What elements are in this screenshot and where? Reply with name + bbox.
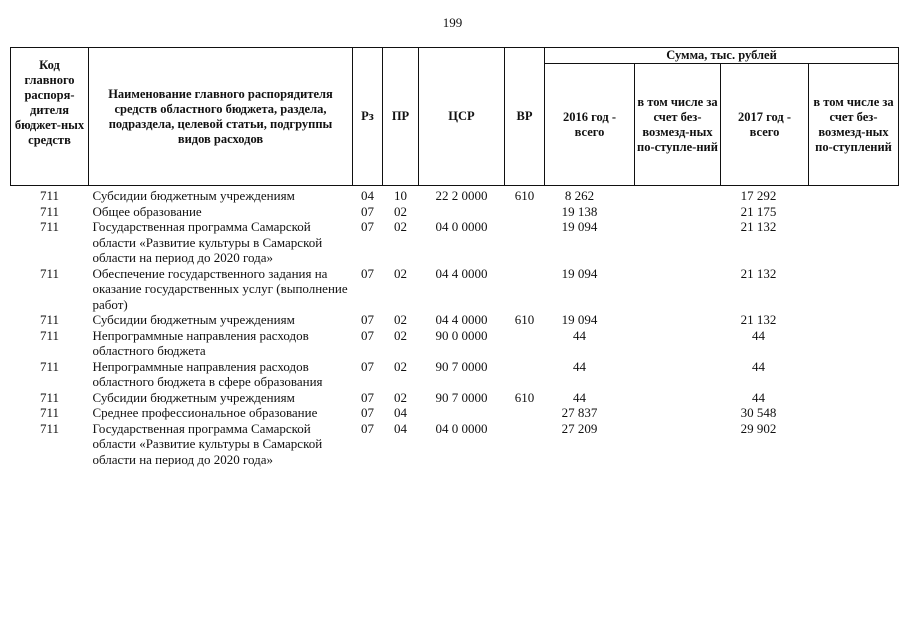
row-code: 711 bbox=[39, 405, 60, 420]
header-total-2016: 2016 год - всего bbox=[545, 64, 635, 186]
row-vr bbox=[505, 266, 545, 313]
row-total-2016: 27 209 bbox=[561, 420, 598, 436]
row-csr: 22 2 0000 bbox=[435, 188, 488, 203]
row-pr: 02 bbox=[394, 219, 407, 234]
table-row bbox=[11, 312, 899, 328]
row-csr: 04 0 0000 bbox=[435, 420, 488, 436]
row-grants-2017 bbox=[809, 204, 899, 220]
row-total-2016: 19 138 bbox=[561, 203, 598, 219]
row-grants-2017 bbox=[809, 312, 899, 328]
row-code: 711 bbox=[39, 265, 60, 281]
row-csr: 90 7 0000 bbox=[435, 358, 488, 374]
row-csr: 90 7 0000 bbox=[435, 389, 488, 405]
row-pr: 02 bbox=[394, 203, 407, 219]
row-total-2017: 17 292 bbox=[740, 188, 777, 203]
row-total-2017: 21 132 bbox=[740, 219, 777, 234]
row-vr bbox=[505, 405, 545, 421]
row-name: Непрограммные направления расходов областного бюджета в сфере образования bbox=[92, 358, 323, 389]
header-grants-2016: в том числе за счет без-возмезд-ных по-ступле-ний bbox=[635, 64, 721, 186]
row-vr: 610 bbox=[514, 389, 535, 405]
row-pr: 02 bbox=[394, 358, 407, 374]
row-vr bbox=[505, 328, 545, 359]
header-code: Код главного распоря-дителя бюджет-ных средств bbox=[11, 48, 89, 186]
table-row bbox=[11, 186, 899, 204]
row-grants-2016 bbox=[635, 186, 721, 204]
row-grants-2016 bbox=[635, 204, 721, 220]
row-grants-2017 bbox=[809, 421, 899, 468]
row-code: 711 bbox=[39, 312, 60, 327]
row-total-2017: 30 548 bbox=[740, 405, 777, 420]
row-pr: 04 bbox=[394, 420, 407, 436]
table-row bbox=[11, 390, 899, 406]
row-rz: 04 bbox=[361, 188, 374, 203]
row-grants-2016 bbox=[635, 390, 721, 406]
row-rz: 07 bbox=[361, 312, 374, 327]
row-grants-2017 bbox=[809, 219, 899, 266]
page-number: 199 bbox=[442, 15, 463, 30]
row-code: 711 bbox=[39, 420, 60, 436]
row-code: 711 bbox=[39, 188, 60, 203]
row-total-2017: 21 132 bbox=[740, 312, 777, 327]
row-total-2017: 44 bbox=[752, 389, 765, 405]
row-total-2016: 44 bbox=[573, 389, 586, 405]
row-grants-2016 bbox=[635, 312, 721, 328]
row-csr bbox=[419, 204, 505, 220]
row-csr: 90 0 0000 bbox=[435, 327, 488, 343]
table-row bbox=[11, 359, 899, 390]
header-sum: Сумма, тыс. рублей bbox=[545, 48, 899, 64]
row-vr bbox=[505, 421, 545, 468]
row-vr bbox=[505, 204, 545, 220]
row-total-2016: 19 094 bbox=[561, 312, 598, 327]
table-row bbox=[11, 219, 899, 266]
row-name: Субсидии бюджетным учреждениям bbox=[92, 188, 295, 203]
row-pr: 02 bbox=[394, 389, 407, 405]
row-pr: 02 bbox=[394, 327, 407, 343]
row-csr: 04 4 0000 bbox=[435, 312, 488, 327]
header-rz: Рз bbox=[353, 48, 383, 186]
row-grants-2017 bbox=[809, 266, 899, 313]
row-pr: 04 bbox=[394, 405, 407, 420]
row-grants-2016 bbox=[635, 359, 721, 390]
row-total-2016: 19 094 bbox=[561, 265, 598, 281]
row-rz: 07 bbox=[361, 203, 374, 219]
row-vr bbox=[505, 359, 545, 390]
row-vr: 610 bbox=[514, 188, 535, 203]
row-total-2017: 44 bbox=[752, 358, 765, 374]
row-csr: 04 0 0000 bbox=[435, 219, 488, 234]
row-name: Среднее профессиональное образование bbox=[92, 405, 318, 420]
row-grants-2016 bbox=[635, 328, 721, 359]
table-body bbox=[11, 186, 899, 468]
row-total-2017: 44 bbox=[752, 327, 765, 343]
table-row bbox=[11, 204, 899, 220]
row-name: Общее образование bbox=[92, 203, 202, 219]
row-rz: 07 bbox=[361, 389, 374, 405]
row-code: 711 bbox=[39, 358, 60, 374]
header-grants-2017: в том числе за счет без-возмезд-ных по-ступлений bbox=[809, 64, 899, 186]
header-csr: ЦСР bbox=[419, 48, 505, 186]
row-total-2016: 8 262 bbox=[564, 188, 595, 203]
row-name: Субсидии бюджетным учреждениям bbox=[92, 312, 295, 327]
row-name: Обеспечение государственного задания на оказание государственных услуг (выполнение работ) bbox=[92, 265, 348, 312]
row-grants-2016 bbox=[635, 266, 721, 313]
row-name: Непрограммные направления расходов областного бюджета bbox=[92, 327, 309, 358]
row-name: Государственная программа Самарской области «Развитие культуры в Самарской области на период до 2020 года» bbox=[92, 420, 323, 467]
row-grants-2017 bbox=[809, 328, 899, 359]
row-rz: 07 bbox=[361, 405, 374, 420]
row-pr: 02 bbox=[394, 312, 407, 327]
row-total-2016: 27 837 bbox=[561, 405, 598, 420]
row-grants-2016 bbox=[635, 421, 721, 468]
row-total-2017: 29 902 bbox=[740, 420, 777, 436]
row-csr bbox=[419, 405, 505, 421]
row-vr: 610 bbox=[514, 312, 535, 327]
header-name: Наименование главного распорядителя средств областного бюджета, раздела, подраздела, целевой статьи, подгруппы видов расходов bbox=[89, 48, 353, 186]
row-grants-2017 bbox=[809, 405, 899, 421]
row-total-2017: 21 132 bbox=[740, 265, 777, 281]
row-grants-2016 bbox=[635, 405, 721, 421]
header-total-2017: 2017 год - всего bbox=[721, 64, 809, 186]
row-code: 711 bbox=[39, 203, 60, 219]
row-code: 711 bbox=[39, 389, 60, 405]
row-grants-2017 bbox=[809, 186, 899, 204]
table-row bbox=[11, 405, 899, 421]
header-vr: ВР bbox=[505, 48, 545, 186]
row-pr: 10 bbox=[394, 188, 407, 203]
row-vr bbox=[505, 219, 545, 266]
row-rz: 07 bbox=[361, 358, 374, 374]
row-grants-2017 bbox=[809, 359, 899, 390]
row-name: Субсидии бюджетным учреждениям bbox=[92, 389, 295, 405]
row-rz: 07 bbox=[361, 327, 374, 343]
row-code: 711 bbox=[39, 219, 60, 234]
header-pr: ПР bbox=[383, 48, 419, 186]
row-total-2016: 44 bbox=[573, 358, 586, 374]
row-grants-2017 bbox=[809, 390, 899, 406]
budget-table bbox=[10, 47, 899, 467]
row-total-2016: 44 bbox=[573, 327, 586, 343]
row-csr: 04 4 0000 bbox=[435, 265, 488, 281]
row-rz: 07 bbox=[361, 219, 374, 234]
row-total-2017: 21 175 bbox=[740, 203, 777, 219]
row-rz: 07 bbox=[361, 420, 374, 436]
row-rz: 07 bbox=[361, 265, 374, 281]
row-name: Государственная программа Самарской области «Развитие культуры в Самарской области на период до 2020 года» bbox=[92, 219, 323, 265]
row-code: 711 bbox=[39, 327, 60, 343]
table-row bbox=[11, 328, 899, 359]
row-pr: 02 bbox=[394, 265, 407, 281]
row-total-2016: 19 094 bbox=[561, 219, 598, 234]
row-grants-2016 bbox=[635, 219, 721, 266]
table-row bbox=[11, 266, 899, 313]
table-row bbox=[11, 421, 899, 468]
